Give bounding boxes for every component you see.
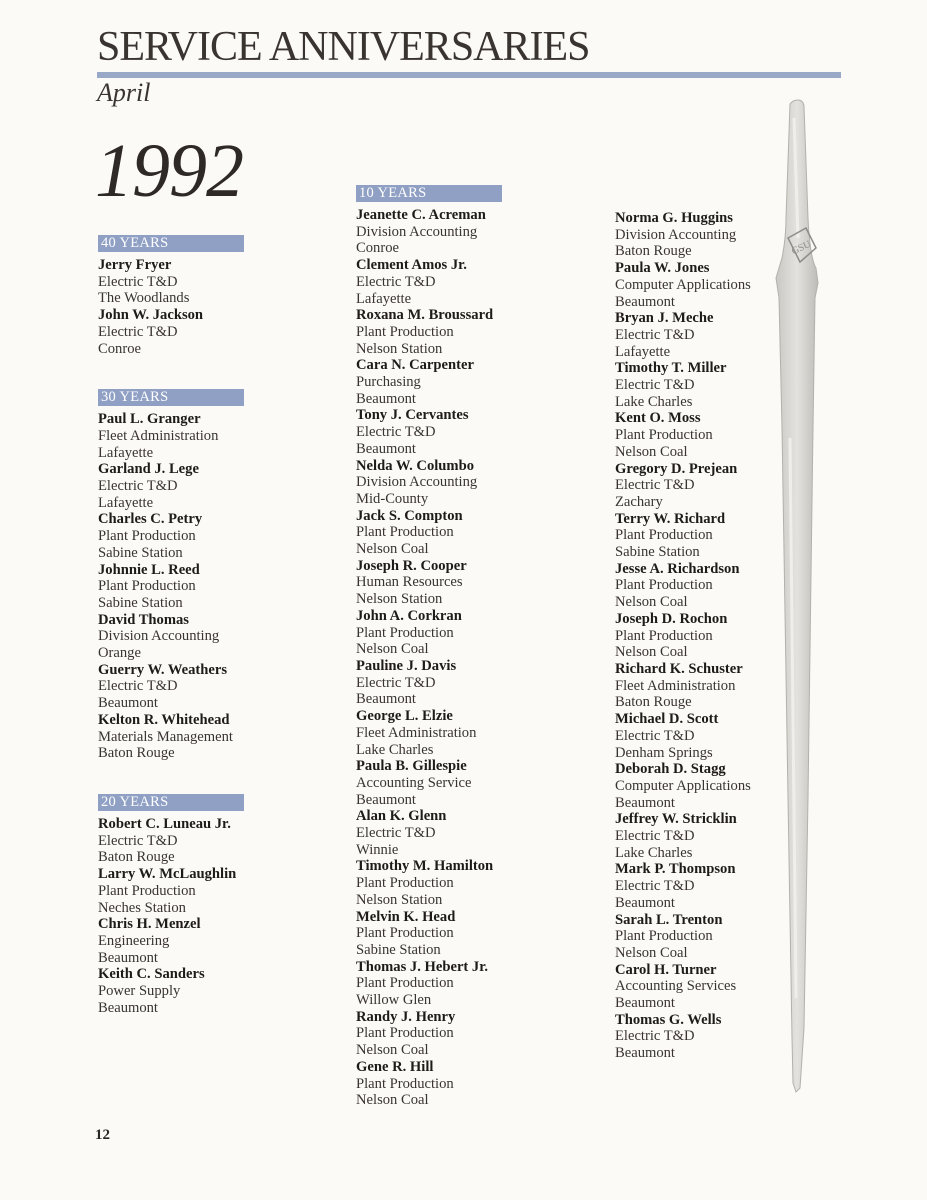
employee-name: Timothy T. Miller: [615, 360, 727, 377]
employee-location: Mid-County: [356, 490, 429, 507]
employee-department: Plant Production: [356, 524, 454, 541]
employee-department: Computer Applications: [615, 777, 751, 794]
employee-name: Michael D. Scott: [615, 711, 719, 728]
employee-location: Nelson Coal: [615, 443, 688, 460]
employee-entry: [615, 511, 751, 561]
employee-name: Deborah D. Stagg: [615, 761, 726, 778]
employee-name: Clement Amos Jr.: [356, 257, 467, 274]
employee-name: Richard K. Schuster: [615, 660, 743, 677]
employee-department: Electric T&D: [98, 478, 178, 495]
employee-entry: [356, 458, 502, 508]
employee-name: Paula B. Gillespie: [356, 758, 467, 775]
employee-entry: [615, 310, 751, 360]
employee-department: Accounting Service: [356, 774, 472, 791]
employee-name: George L. Elzie: [356, 708, 453, 725]
employee-location: Sabine Station: [356, 941, 441, 958]
employee-department: Plant Production: [98, 882, 196, 899]
column-1: [98, 235, 244, 1048]
employee-entry: [356, 658, 502, 708]
employee-department: Division Accounting: [356, 474, 478, 491]
employee-entry: [615, 661, 751, 711]
employee-entry: [98, 662, 244, 712]
employee-entry: [356, 1059, 502, 1109]
employee-department: Plant Production: [356, 624, 454, 641]
employee-entry: [615, 912, 751, 962]
employee-entry: [98, 257, 244, 307]
anniversary-section: [98, 794, 244, 1016]
employee-entry: [356, 1009, 502, 1059]
employee-name: Jerry Fryer: [98, 257, 172, 273]
employee-location: Nelson Station: [356, 891, 443, 908]
logo-text: GSU: [789, 238, 813, 258]
employee-location: Baton Rouge: [615, 694, 692, 711]
employee-name: Garland J. Lege: [98, 461, 199, 478]
employee-name: Sarah L. Trenton: [615, 911, 723, 928]
page-title: SERVICE ANNIVERSARIES: [97, 24, 590, 70]
employee-name: Jeffrey W. Stricklin: [615, 811, 737, 828]
employee-name: David Thomas: [98, 611, 189, 628]
employee-location: Lafayette: [98, 494, 154, 511]
employee-location: Lake Charles: [615, 393, 693, 410]
section-heading: 30 YEARS: [98, 389, 244, 406]
employee-department: Electric T&D: [615, 477, 695, 494]
employee-entry: [356, 608, 502, 658]
employee-department: Plant Production: [615, 627, 713, 644]
employee-location: Beaumont: [615, 293, 675, 310]
employee-department: Plant Production: [98, 578, 196, 595]
employee-department: Human Resources: [356, 574, 463, 591]
employee-entry: [98, 511, 244, 561]
employee-name: Johnnie L. Reed: [98, 561, 200, 578]
employee-department: Electric T&D: [356, 825, 436, 842]
employee-department: Division Accounting: [98, 628, 220, 645]
month-label: April: [97, 78, 151, 107]
employee-department: Computer Applications: [615, 276, 751, 293]
employee-entry: [615, 461, 751, 511]
employee-entry: [356, 407, 502, 457]
employee-name: Bryan J. Meche: [615, 310, 714, 327]
pen-illustration: [768, 98, 848, 1098]
employee-department: Electric T&D: [615, 326, 695, 343]
employee-entry: [98, 866, 244, 916]
employee-entry: [356, 909, 502, 959]
employee-name: Nelda W. Columbo: [356, 457, 474, 474]
anniversary-section: [98, 389, 244, 762]
employee-entry: [356, 959, 502, 1009]
anniversary-section: [356, 185, 502, 1109]
employee-department: Fleet Administration: [98, 427, 219, 444]
employee-location: Denham Springs: [615, 744, 713, 761]
employee-name: John A. Corkran: [356, 607, 462, 624]
employee-location: Nelson Coal: [615, 944, 688, 961]
employee-location: Orange: [98, 645, 141, 662]
employee-location: Winnie: [356, 841, 399, 858]
employee-department: Electric T&D: [356, 674, 436, 691]
employee-department: Electric T&D: [98, 678, 178, 695]
employee-department: Plant Production: [356, 1025, 454, 1042]
employee-name: Paul L. Granger: [98, 411, 201, 428]
employee-department: Plant Production: [356, 925, 454, 942]
employee-location: Lafayette: [98, 444, 154, 461]
employee-department: Plant Production: [356, 975, 454, 992]
employee-department: Plant Production: [615, 928, 713, 945]
section-heading: 10 YEARS: [356, 185, 502, 202]
employee-name: Larry W. McLaughlin: [98, 866, 237, 883]
employee-location: Beaumont: [98, 999, 158, 1016]
employee-entry: [615, 811, 751, 861]
employee-entry: [98, 461, 244, 511]
column-2: [356, 185, 502, 1141]
employee-location: Nelson Station: [356, 591, 443, 608]
employee-location: Baton Rouge: [98, 849, 175, 866]
employee-entry: [98, 307, 244, 357]
title-rule: [97, 72, 841, 78]
employee-department: Plant Production: [356, 875, 454, 892]
employee-entry: [356, 508, 502, 558]
employee-name: Gene R. Hill: [356, 1058, 434, 1075]
employee-location: Sabine Station: [98, 544, 183, 561]
employee-entry: [356, 357, 502, 407]
employee-location: Willow Glen: [356, 992, 432, 1009]
employee-department: Electric T&D: [356, 273, 436, 290]
employee-entry: [356, 708, 502, 758]
employee-name: Carol H. Turner: [615, 961, 717, 978]
anniversary-section: [615, 210, 751, 1062]
employee-location: Beaumont: [356, 390, 416, 407]
employee-location: Nelson Coal: [615, 644, 688, 661]
employee-location: Beaumont: [615, 894, 675, 911]
employee-name: Jack S. Compton: [356, 507, 463, 524]
employee-name: Pauline J. Davis: [356, 657, 457, 674]
anniversary-section: [98, 235, 244, 357]
employee-department: Materials Management: [98, 728, 233, 745]
employee-location: Beaumont: [615, 794, 675, 811]
employee-name: Paula W. Jones: [615, 260, 710, 277]
employee-location: Beaumont: [356, 691, 416, 708]
employee-entry: [615, 360, 751, 410]
employee-entry: [615, 410, 751, 460]
employee-location: Beaumont: [98, 695, 158, 712]
employee-name: Norma G. Huggins: [615, 210, 733, 226]
employee-department: Plant Production: [356, 1075, 454, 1092]
employee-location: Nelson Coal: [356, 541, 429, 558]
employee-name: Kent O. Moss: [615, 410, 701, 427]
employee-location: Beaumont: [356, 440, 416, 457]
employee-department: Plant Production: [615, 577, 713, 594]
employee-department: Electric T&D: [615, 1028, 695, 1045]
employee-name: Chris H. Menzel: [98, 916, 201, 933]
employee-location: Nelson Station: [356, 340, 443, 357]
employee-name: Randy J. Henry: [356, 1008, 456, 1025]
employee-department: Plant Production: [98, 528, 196, 545]
employee-entry: [98, 966, 244, 1016]
employee-department: Division Accounting: [356, 223, 478, 240]
employee-location: Zachary: [615, 493, 663, 510]
employee-location: Nelson Coal: [356, 1042, 429, 1059]
employee-name: Mark P. Thompson: [615, 861, 736, 878]
employee-name: Alan K. Glenn: [356, 808, 447, 825]
employee-name: Gregory D. Prejean: [615, 460, 738, 477]
employee-entry: [615, 861, 751, 911]
employee-department: Division Accounting: [615, 226, 737, 243]
employee-name: Thomas G. Wells: [615, 1011, 722, 1028]
employee-location: Beaumont: [615, 1045, 675, 1062]
employee-name: Kelton R. Whitehead: [98, 711, 230, 728]
employee-entry: [615, 761, 751, 811]
employee-department: Engineering: [98, 932, 170, 949]
employee-entry: [356, 758, 502, 808]
employee-name: Timothy M. Hamilton: [356, 858, 494, 875]
employee-department: Electric T&D: [615, 377, 695, 394]
employee-name: Joseph R. Cooper: [356, 557, 467, 574]
employee-entry: [356, 858, 502, 908]
employee-location: Baton Rouge: [615, 243, 692, 260]
employee-location: Nelson Coal: [356, 1092, 429, 1109]
employee-department: Electric T&D: [356, 424, 436, 441]
employee-location: Nelson Coal: [615, 594, 688, 611]
employee-location: Beaumont: [615, 995, 675, 1012]
year-label: 1992: [95, 129, 243, 213]
employee-location: Beaumont: [356, 791, 416, 808]
employee-location: Sabine Station: [615, 544, 700, 561]
employee-entry: [98, 612, 244, 662]
employee-department: Purchasing: [356, 374, 421, 391]
employee-entry: [615, 962, 751, 1012]
employee-department: Plant Production: [356, 323, 454, 340]
employee-entry: [615, 260, 751, 310]
employee-name: John W. Jackson: [98, 307, 204, 324]
employee-name: Robert C. Luneau Jr.: [98, 815, 231, 832]
employee-department: Electric T&D: [615, 878, 695, 895]
employee-location: Neches Station: [98, 899, 186, 916]
employee-entry: [98, 816, 244, 866]
employee-department: Fleet Administration: [615, 677, 736, 694]
employee-location: Sabine Station: [98, 594, 183, 611]
employee-location: The Woodlands: [98, 290, 190, 307]
employee-entry: [98, 916, 244, 966]
employee-location: Lafayette: [356, 290, 412, 307]
employee-entry: [98, 712, 244, 762]
employee-location: Beaumont: [98, 949, 158, 966]
employee-department: Fleet Administration: [356, 724, 477, 741]
employee-name: Keith C. Sanders: [98, 966, 205, 983]
employee-name: Roxana M. Broussard: [356, 307, 494, 324]
column-3: [615, 210, 751, 1094]
employee-entry: [615, 1012, 751, 1062]
employee-entry: [615, 711, 751, 761]
employee-entry: [615, 561, 751, 611]
employee-name: Tony J. Cervantes: [356, 407, 469, 424]
employee-department: Electric T&D: [615, 727, 695, 744]
employee-entry: [356, 257, 502, 307]
employee-entry: [356, 558, 502, 608]
employee-name: Jesse A. Richardson: [615, 560, 740, 577]
employee-department: Plant Production: [615, 427, 713, 444]
employee-location: Baton Rouge: [98, 745, 175, 762]
employee-entry: [98, 411, 244, 461]
employee-location: Conroe: [98, 340, 141, 357]
employee-department: Electric T&D: [98, 832, 178, 849]
employee-location: Nelson Coal: [356, 641, 429, 658]
employee-location: Lake Charles: [356, 741, 434, 758]
employee-department: Plant Production: [615, 527, 713, 544]
employee-department: Electric T&D: [98, 323, 178, 340]
employee-entry: [356, 207, 502, 257]
section-heading: 20 YEARS: [98, 794, 244, 811]
section-heading: 40 YEARS: [98, 235, 244, 252]
employee-name: Melvin K. Head: [356, 908, 456, 925]
employee-location: Conroe: [356, 240, 399, 257]
employee-name: Guerry W. Weathers: [98, 661, 228, 678]
employee-name: Charles C. Petry: [98, 511, 203, 528]
employee-entry: [98, 562, 244, 612]
employee-entry: [356, 808, 502, 858]
employee-department: Electric T&D: [615, 828, 695, 845]
employee-name: Joseph D. Rochon: [615, 610, 728, 627]
page-number: 12: [95, 1127, 110, 1143]
employee-department: Power Supply: [98, 983, 181, 1000]
employee-entry: [615, 611, 751, 661]
employee-name: Jeanette C. Acreman: [356, 207, 486, 223]
employee-name: Cara N. Carpenter: [356, 357, 474, 374]
employee-name: Thomas J. Hebert Jr.: [356, 958, 489, 975]
employee-department: Accounting Services: [615, 978, 737, 995]
employee-location: Lake Charles: [615, 844, 693, 861]
employee-department: Electric T&D: [98, 273, 178, 290]
employee-entry: [615, 210, 751, 260]
employee-entry: [356, 307, 502, 357]
employee-name: Terry W. Richard: [615, 510, 726, 527]
employee-location: Lafayette: [615, 343, 671, 360]
